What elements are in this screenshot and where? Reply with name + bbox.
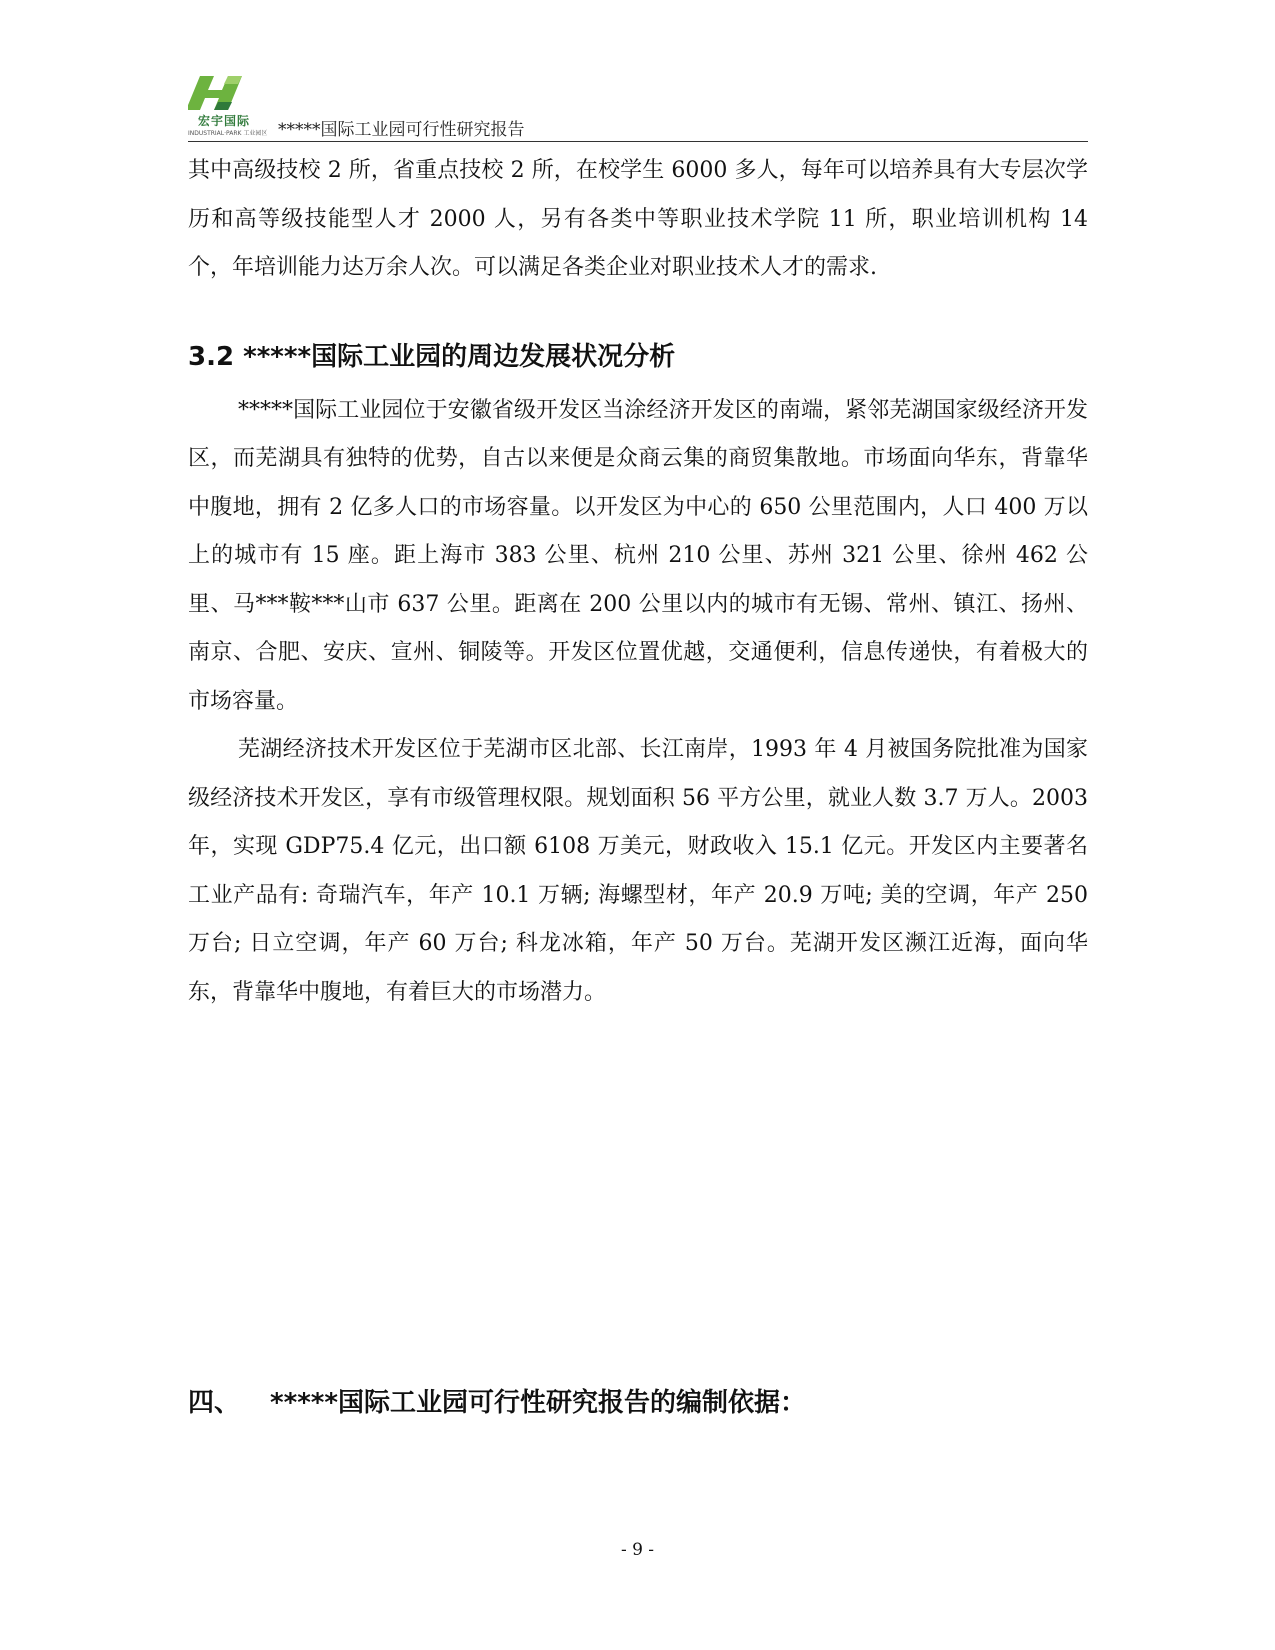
intro-paragraph: 其中高级技校 2 所，省重点技校 2 所，在校学生 6000 多人，每年可以培养具有大专层次学历和高等级技能型人才 2000 人，另有各类中等职业技术学院 11 所，职业培训机构 14 个，年培训能力达万余人次。可以满足各类企业对职业技术人才的需求.: [188, 158, 1088, 280]
paragraph-wuhu-zone: 芜湖经济技术开发区位于芜湖市区北部、长江南岸，1993 年 4 月被国务院批准为国家级经济技术开发区，享有市级管理权限。规划面积 56 平方公里，就业人数 3.7 万人。2003 年，实现 GDP75.4 亿元，出口额 6108 万美元，财政收入 15.1 亿元。开发区内主要著名工业产品有: 奇瑞汽车，年产 10.1 万辆; 海螺型材，年产 20.9 万吨; 美的空调，年产 250 万台; 日立空调，年产 60 万台; 科龙冰箱，年产 50 万台。芜湖开发区濒江近海，面向华东，背靠华中腹地，有着巨大的市场潜力。: [188, 737, 1088, 1005]
paragraph-surroundings: *****国际工业园位于安徽省级开发区当涂经济开发区的南端，紧邻芜湖国家级经济开发区，而芜湖具有独特的优势，自古以来便是众商云集的商贸集散地。市场面向华东，背靠华中腹地，拥有 2 亿多人口的市场容量。以开发区为中心的 650 公里范围内，人口 400 万以上的城市有 15 座。距上海市 383 公里、杭州 210 公里、苏州 321 公里、徐州 462 公里、马***鞍***山市 637 公里。距离在 200 公里以内的城市有无锡、常州、镇江、扬州、南京、合肥、安庆、宣州、铜陵等。开发区位置优越，交通便利，信息传递快，有着极大的市场容量。: [188, 397, 1088, 714]
logo-subtext: INDUSTRIAL·PARK 工业园区: [188, 130, 268, 137]
company-logo: [188, 72, 276, 137]
chapter-heading: [188, 1382, 806, 1419]
header-title: *****国际工业园可行性研究报告: [278, 120, 525, 140]
section-heading: 3.2 *****国际工业园的周边发展状况分析: [188, 341, 676, 372]
chapter-title: *****国际工业园可行性研究报告的编制依据：: [270, 1388, 806, 1418]
page-content: [188, 147, 1088, 1017]
logo-h-icon: [188, 72, 276, 116]
page-header: [188, 72, 1088, 142]
logo-wordmark: 宏宇国际: [198, 114, 251, 128]
chapter-number: 四、: [188, 1388, 241, 1418]
header-divider: [188, 141, 1088, 142]
page-number: - 9 -: [620, 1540, 655, 1560]
